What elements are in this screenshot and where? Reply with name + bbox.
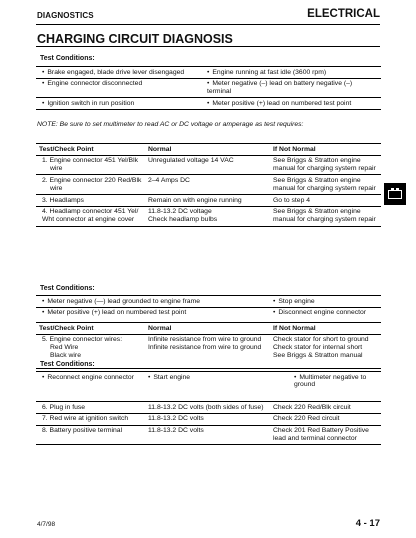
section-label: DIAGNOSTICS	[37, 11, 94, 20]
conditions-row	[36, 67, 381, 79]
condition-item: • Meter positive (+) lead on numbered test point	[36, 307, 270, 318]
abnormal-line: Check stator for internal short	[273, 344, 363, 352]
test-point-line: wire	[50, 165, 63, 173]
conditions-row	[36, 307, 381, 318]
conditions-row	[36, 78, 381, 98]
condition-item: • Meter negative (—) lead grounded to engine frame	[36, 296, 270, 308]
col-header-abnormal: If Not Normal	[270, 323, 381, 335]
abnormal-line: Check 201 Red Battery Positive	[273, 427, 369, 435]
abnormal-action	[270, 175, 381, 195]
condition-item: • Disconnect engine connector	[270, 307, 381, 318]
multimeter-note: NOTE: Be sure to set multimeter to read AC or DC voltage or amperage as test requires:	[37, 121, 304, 128]
test-point	[36, 155, 145, 175]
abnormal-action: Go to step 4	[270, 195, 381, 207]
test-point-line: Red Wire	[50, 344, 79, 352]
normal-result: 2–4 Amps DC	[145, 175, 270, 195]
test-conditions-table-1	[36, 66, 381, 110]
test-point-line: Wht connector at engine cover	[42, 216, 135, 224]
conditions-row	[36, 98, 381, 110]
test-point: 7. Red wire at ignition switch	[36, 413, 145, 425]
condition-item: • Stop engine	[270, 296, 381, 308]
abnormal-line: See Briggs & Stratton engine	[273, 157, 361, 165]
table-row	[36, 155, 381, 175]
abnormal-line: manual for charging system repair	[273, 184, 376, 192]
abnormal-line: lead and terminal connector	[273, 434, 357, 442]
normal-result: 11.8-13.2 DC volts	[145, 425, 270, 445]
abnormal-action	[270, 206, 381, 226]
test-conditions-table-3	[36, 371, 381, 391]
abnormal-line: manual for charging system repair	[273, 216, 376, 224]
test-point-line: 5. Engine connector wires:	[42, 336, 123, 344]
abnormal-line: See Briggs & Stratton engine	[273, 176, 361, 184]
test-point-line: 4. Headlamp connector 451 Yel/	[42, 208, 139, 216]
condition-item: • Engine connector disconnected	[36, 78, 204, 98]
page-title: CHARGING CIRCUIT DIAGNOSIS	[37, 32, 233, 46]
table-header-row	[36, 144, 381, 156]
footer-date: 4/7/98	[37, 521, 56, 528]
table-row	[36, 175, 381, 195]
title-rule	[36, 46, 380, 47]
abnormal-action	[270, 155, 381, 175]
page-number: 4 - 17	[355, 518, 380, 529]
chapter-label: ELECTRICAL	[307, 8, 380, 20]
normal-result	[145, 334, 270, 368]
test-table-3	[36, 401, 381, 445]
test-point-line: 1. Engine connector 451 Yel/Blk	[42, 157, 138, 165]
col-header-point: Test/Check Point	[36, 323, 145, 335]
condition-item: • Start engine	[145, 372, 291, 391]
abnormal-line: See Briggs & Stratton manual	[273, 351, 363, 359]
normal-line: 11.8-13.2 DC voltage	[148, 208, 212, 216]
test-point-line: 2. Engine connector 220 Red/Blk	[42, 176, 142, 184]
abnormal-action: Check 220 Red circuit	[270, 413, 381, 425]
test-conditions-table-2	[36, 295, 381, 319]
normal-line: Infinite resistance from wire to ground	[148, 344, 262, 352]
table-row	[36, 402, 381, 414]
condition-item: • Ignition switch in run position	[36, 98, 204, 110]
table-row	[36, 413, 381, 425]
test-conditions-label-3: Test Conditions:	[40, 361, 95, 368]
normal-result: Unregulated voltage 14 VAC	[145, 155, 270, 175]
condition-item: • Multimeter negative to ground	[291, 372, 381, 391]
condition-item: • Meter negative (–) lead on battery negative (–) terminal	[204, 78, 381, 98]
test-point-line: Black wire	[50, 351, 81, 359]
normal-result: 11.8-13.2 DC volts	[145, 413, 270, 425]
test-point: 3. Headlamps	[36, 195, 145, 207]
table-row	[36, 425, 381, 445]
condition-item: • Brake engaged, blade drive lever disengaged	[36, 67, 204, 79]
normal-line: Infinite resistance from wire to ground	[148, 336, 262, 344]
col-header-abnormal: If Not Normal	[270, 144, 381, 156]
battery-icon	[388, 190, 402, 199]
normal-result: 11.8-13.2 DC volts (both sides of fuse)	[145, 402, 270, 414]
conditions-row	[36, 296, 381, 308]
table-header-row	[36, 323, 381, 335]
abnormal-action: Check 220 Red/Blk circuit	[270, 402, 381, 414]
abnormal-action	[270, 334, 381, 368]
abnormal-line: See Briggs & Stratton engine	[273, 208, 361, 216]
conditions-row	[36, 372, 381, 391]
normal-result: Remain on with engine running	[145, 195, 270, 207]
col-header-normal: Normal	[145, 323, 270, 335]
col-header-normal: Normal	[145, 144, 270, 156]
abnormal-line: Check stator for short to ground	[273, 336, 369, 344]
test-point: 8. Battery positive terminal	[36, 425, 145, 445]
table-row	[36, 195, 381, 207]
test-point-line: wire	[50, 184, 63, 192]
test-table-1	[36, 143, 381, 227]
test-point	[36, 175, 145, 195]
test-point	[36, 206, 145, 226]
electrical-thumb-tab	[384, 183, 406, 205]
condition-item: • Meter positive (+) lead on numbered test point	[204, 98, 381, 110]
test-conditions-label-2: Test Conditions:	[40, 285, 95, 292]
abnormal-action	[270, 425, 381, 445]
test-point: 6. Plug in fuse	[36, 402, 145, 414]
table-row	[36, 206, 381, 226]
condition-item: • Reconnect engine connector	[36, 372, 145, 391]
normal-result	[145, 206, 270, 226]
condition-item: • Engine running at fast idle (3600 rpm)	[204, 67, 381, 79]
normal-line: Check headlamp bulbs	[148, 216, 218, 224]
abnormal-line: manual for charging system repair	[273, 165, 376, 173]
col-header-point: Test/Check Point	[36, 144, 145, 156]
test-conditions-label-1: Test Conditions:	[40, 55, 95, 62]
header-rule	[36, 24, 380, 25]
